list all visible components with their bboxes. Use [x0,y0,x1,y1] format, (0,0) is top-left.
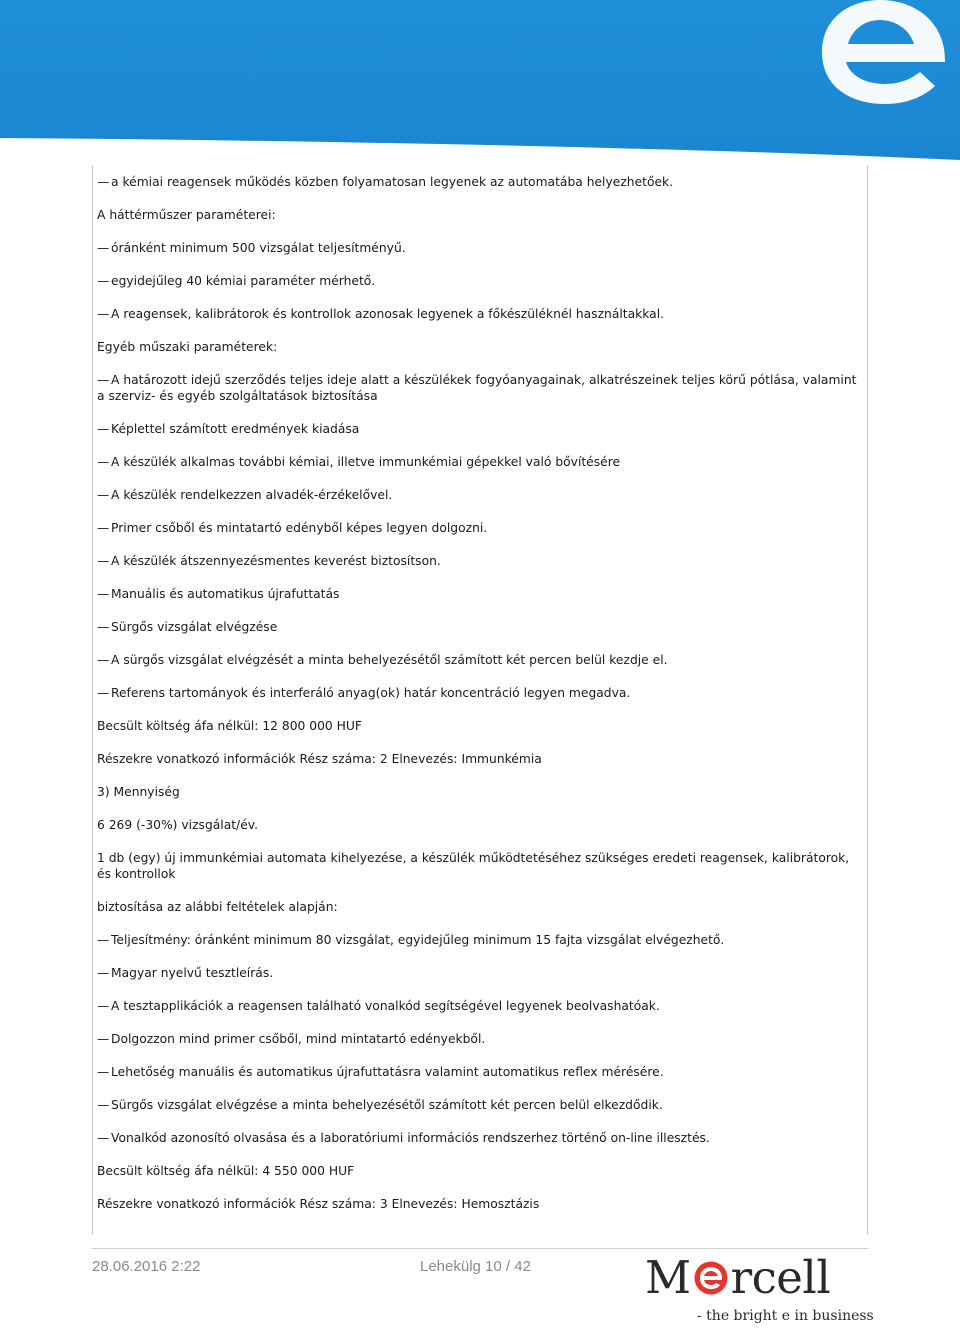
paragraph-text: A határozott idejű szerződés teljes ideje alatt a készülékek fogyóanyagainak, alkatrészeinek teljes körű pótlása, valamint a szerviz- és egyéb szolgáltatások biztosítása [97,373,857,403]
dash-bullet-icon: — [97,274,110,288]
bullet-item [97,174,859,190]
bullet-item [97,240,859,256]
bullet-item [97,372,859,404]
bullet-item [97,965,859,981]
body-paragraph [97,718,859,734]
logo-wordmark [645,1251,831,1304]
marcell-logo [645,1251,874,1326]
bullet-item [97,487,859,503]
body-paragraph [97,784,859,800]
footer-page-number: Lehekülg 10 / 42 [420,1258,531,1275]
dash-bullet-icon: — [97,1131,110,1145]
dash-bullet-icon: — [97,554,110,568]
bullet-item [97,932,859,948]
bullet-item [97,421,859,437]
paragraph-text: Manuális és automatikus újrafuttatás [111,587,340,601]
body-paragraph [97,1196,859,1212]
paragraph-text: óránként minimum 500 vizsgálat teljesítményű. [111,241,406,255]
body-paragraph [97,339,859,355]
dash-bullet-icon: — [97,933,110,947]
bullet-item [97,454,859,470]
paragraph-text: A háttérműszer paraméterei: [97,208,276,222]
bullet-item [97,1064,859,1080]
paragraph-text: Részekre vonatkozó információk Rész száma: 3 Elnevezés: Hemosztázis [97,1197,540,1211]
paragraph-text: Sürgős vizsgálat elvégzése a minta behelyezésétől számított két percen belül elkezdődik. [111,1098,663,1112]
paragraph-text: A sürgős vizsgálat elvégzését a minta behelyezésétől számított két percen belül kezdje el. [111,653,668,667]
bullet-item [97,553,859,569]
dash-bullet-icon: — [97,620,110,634]
dash-bullet-icon: — [97,521,110,535]
footer-divider [92,1248,868,1249]
dash-bullet-icon: — [97,1065,110,1079]
header-graphic [0,0,960,160]
body-paragraph [97,850,859,882]
page-border-right [867,165,868,1235]
footer-date: 28.06.2016 2:22 [92,1258,201,1275]
bullet-item [97,1097,859,1113]
paragraph-text: Részekre vonatkozó információk Rész száma: 2 Elnevezés: Immunkémia [97,752,542,766]
paragraph-text: Vonalkód azonosító olvasása és a laboratóriumi információs rendszerhez történő on-line illesztés. [111,1131,710,1145]
dash-bullet-icon: — [97,307,110,321]
bullet-item [97,306,859,322]
paragraph-text: Képlettel számított eredmények kiadása [111,422,360,436]
bullet-item [97,520,859,536]
logo-tagline: - the bright e in business [697,1308,874,1324]
paragraph-text: Teljesítmény: óránként minimum 80 vizsgálat, egyidejűleg minimum 15 fajta vizsgálat elvégezhető. [111,933,725,947]
paragraph-text: Lehetőség manuális és automatikus újrafuttatásra valamint automatikus reflex mérésére. [111,1065,664,1079]
dash-bullet-icon: — [97,686,110,700]
logo-e-icon [692,1261,730,1295]
bullet-item [97,586,859,602]
paragraph-text: A tesztapplikációk a reagensen található vonalkód segítségével legyenek beolvashatóak. [111,999,660,1013]
paragraph-text: A készülék alkalmas további kémiai, illetve immunkémiai gépekkel való bővítésére [111,455,621,469]
dash-bullet-icon: — [97,175,110,189]
body-paragraph [97,207,859,223]
bullet-item [97,1031,859,1047]
logo-word-right: rcell [730,1251,831,1304]
paragraph-text: 3) Mennyiség [97,785,180,799]
dash-bullet-icon: — [97,587,110,601]
dash-bullet-icon: — [97,422,110,436]
logo-word-left: M [645,1251,691,1304]
dash-bullet-icon: — [97,999,110,1013]
paragraph-text: Magyar nyelvű tesztleírás. [111,966,274,980]
paragraph-text: Becsült költség áfa nélkül: 12 800 000 HUF [97,719,362,733]
bullet-item [97,652,859,668]
dash-bullet-icon: — [97,1032,110,1046]
bullet-item [97,273,859,289]
dash-bullet-icon: — [97,241,110,255]
bullet-item [97,1130,859,1146]
dash-bullet-icon: — [97,1098,110,1112]
paragraph-text: a kémiai reagensek működés közben folyamatosan legyenek az automatába helyezhetőek. [111,175,674,189]
dash-bullet-icon: — [97,966,110,980]
document-body [97,174,859,1229]
paragraph-text: A készülék rendelkezzen alvadék-érzékelővel. [111,488,393,502]
paragraph-text: Sürgős vizsgálat elvégzése [111,620,278,634]
bullet-item [97,685,859,701]
dash-bullet-icon: — [97,455,110,469]
paragraph-text: biztosítása az alábbi feltételek alapján: [97,900,338,914]
paragraph-text: Referens tartományok és interferáló anyag(ok) határ koncentráció legyen megadva. [111,686,631,700]
dash-bullet-icon: — [97,653,110,667]
paragraph-text: Egyéb műszaki paraméterek: [97,340,278,354]
dash-bullet-icon: — [97,488,110,502]
body-paragraph [97,899,859,915]
dash-bullet-icon: — [97,373,110,387]
bullet-item [97,998,859,1014]
body-paragraph [97,817,859,833]
paragraph-text: A reagensek, kalibrátorok és kontrollok azonosak legyenek a főkészüléknél használtakkal. [111,307,665,321]
page-border-left [92,165,93,1235]
paragraph-text: Dolgozzon mind primer csőből, mind mintatartó edényekből. [111,1032,486,1046]
paragraph-text: egyidejűleg 40 kémiai paraméter mérhető. [111,274,376,288]
header-banner [0,0,960,160]
paragraph-text: Becsült költség áfa nélkül: 4 550 000 HUF [97,1164,355,1178]
paragraph-text: 1 db (egy) új immunkémiai automata kihelyezése, a készülék működtetéséhez szükséges eredeti reagensek, kalibrátorok, és kontrollok [97,851,850,881]
paragraph-text: A készülék átszennyezésmentes keverést biztosítson. [111,554,441,568]
body-paragraph [97,1163,859,1179]
paragraph-text: Primer csőből és mintatartó edényből képes legyen dolgozni. [111,521,488,535]
bullet-item [97,619,859,635]
paragraph-text: 6 269 (-30%) vizsgálat/év. [97,818,258,832]
body-paragraph [97,751,859,767]
